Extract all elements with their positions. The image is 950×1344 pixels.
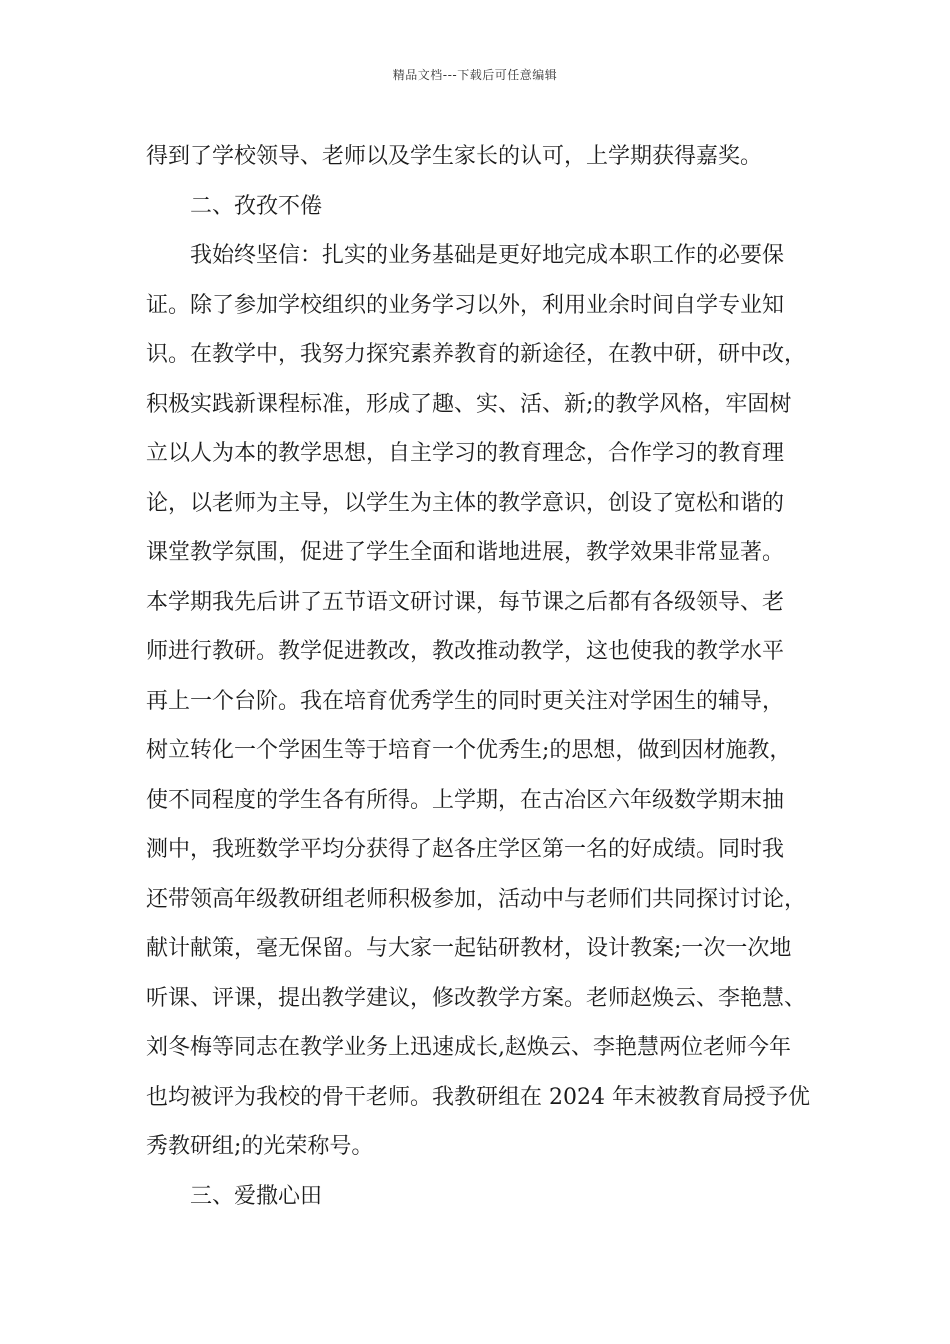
text-line: 献计献策，毫无保留。与大家一起钻研教材，设计教案;一次一次地 — [146, 936, 792, 961]
text-line: 证。除了参加学校组织的业务学习以外，利用业余时间自学专业知 — [146, 292, 785, 318]
section-heading: 三、爱撒心田 — [190, 1183, 323, 1209]
text-line: 立以人为本的教学思想，自主学习的教育理念，合作学习的教育理 — [146, 441, 785, 466]
page-header: 精品文档---下载后可任意编辑 — [392, 68, 558, 82]
section-heading: 二、孜孜不倦 — [190, 193, 323, 219]
text-line: 本学期我先后讲了五节语文研讨课，每节课之后都有各级领导、老 — [146, 589, 785, 615]
text-line: 识。在教学中，我努力探究素养教育的新途径，在教中研，研中改， — [146, 342, 807, 367]
text-line: 再上一个台阶。我在培育优秀学生的同时更关注对学困生的辅导， — [146, 688, 785, 714]
text-line: 师进行教研。教学促进教改，教改推动教学，这也使我的教学水平 — [146, 639, 785, 664]
text-line: 使不同程度的学生各有所得。上学期，在古冶区六年级数学期末抽 — [146, 787, 785, 813]
text-line: 秀教研组;的光荣称号。 — [146, 1134, 374, 1159]
text-line: 积极实践新课程标准，形成了趣、实、活、新;的教学风格，牢固树 — [146, 391, 792, 417]
text-line: 也均被评为我校的骨干老师。我教研组在 2024 年末被教育局授予优 — [146, 1084, 810, 1110]
document-body — [146, 132, 836, 1221]
text-line: 课堂教学氛围，促进了学生全面和谐地进展，教学效果非常显著。 — [146, 540, 785, 565]
text-line: 树立转化一个学困生等于培育一个优秀生;的思想，做到因材施教， — [146, 738, 792, 763]
text-line: 得到了学校领导、老师以及学生家长的认可，上学期获得嘉奖。 — [146, 144, 763, 169]
text-line: 论，以老师为主导，以学生为主体的教学意识，创设了宽松和谐的 — [146, 490, 785, 516]
text-line: 我始终坚信：扎实的业务基础是更好地完成本职工作的必要保 — [190, 243, 785, 268]
text-line: 测中，我班数学平均分获得了赵各庄学区第一名的好成绩。同时我 — [146, 837, 785, 862]
text-line: 还带领高年级教研组老师积极参加，活动中与老师们共同探讨讨论， — [146, 886, 807, 912]
text-line: 刘冬梅等同志在教学业务上迅速成长,赵焕云、李艳慧两位老师今年 — [146, 1035, 791, 1060]
text-line: 听课、评课，提出教学建议，修改教学方案。老师赵焕云、李艳慧、 — [146, 985, 807, 1011]
